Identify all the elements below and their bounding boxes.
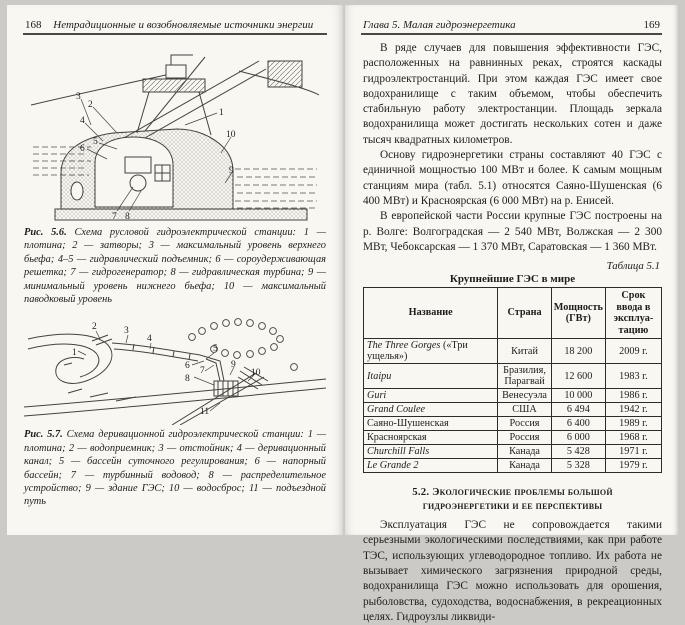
table-row: Churchill Falls Канада 5 428 1971 г. bbox=[364, 445, 662, 459]
figure-5-6-caption bbox=[24, 226, 326, 306]
fig56-callout-7: 7 bbox=[112, 212, 117, 222]
paragraph-ecology: Эксплуатация ГЭС не сопровождается такими серьезными экологическими последствиями, как при работе ТЭС, использующих углеводородное топливо. Их работа не вызывает химического загрязнения природной среды, водохранилища ГЭС можно использовать для орошения, рыболовства, судоходства, водоснабжения, в рекреационных целях. Гидроузлы ликвиди- bbox=[363, 519, 662, 623]
table-row: The Three Gorges («Три ущелья») Китай 18 200 2009 г. bbox=[364, 339, 662, 364]
fig57-callout-5: 5 bbox=[213, 344, 218, 355]
fig57-callout-7: 7 bbox=[200, 366, 205, 377]
table-row: Красноярская Россия 6 000 1968 г. bbox=[364, 431, 662, 445]
fig56-callout-8: 8 bbox=[125, 212, 130, 222]
fig57-callout-4: 4 bbox=[147, 334, 152, 345]
running-head-left bbox=[23, 19, 327, 35]
fig56-callout-4: 4 bbox=[80, 116, 85, 126]
section-5-2-heading bbox=[369, 486, 656, 513]
header-commissioning: Срок ввода в эксплуатацию bbox=[605, 288, 661, 339]
running-title-left: Нетрадиционные и возобновляемые источники энергии bbox=[53, 19, 314, 31]
fig56-callout-2: 2 bbox=[88, 100, 93, 110]
fig57-callout-3: 3 bbox=[124, 326, 129, 337]
fig57-callout-1: 1 bbox=[72, 348, 77, 359]
figure-5-7-caption bbox=[24, 428, 326, 508]
fig57-callout-11: 11 bbox=[200, 407, 210, 418]
table-row: Саяно-Шушенская Россия 6 400 1989 г. bbox=[364, 417, 662, 431]
right-page-text-column bbox=[363, 41, 662, 625]
fig57-callout-8: 8 bbox=[185, 374, 190, 385]
fig56-callout-9: 9 bbox=[229, 166, 234, 176]
fig56-callout-3: 3 bbox=[76, 92, 81, 102]
figure-5-6-title: Схема русловой гидроэлектрической станции: bbox=[74, 227, 296, 238]
fig57-callout-9: 9 bbox=[231, 360, 236, 371]
paragraph-cascades: В ряде случаев для повышения эффективности ГЭС, расположенных на равнинных реках, строятся каскады гидроэлектростанций. При этом каждая ГЭС имеет свое водохранилище с таким объемом, чтобы обеспечить стабильную работу электростанции. Площадь зеркала водохранилища может достигать нескольких сотен и даже тысяч квадратных километров. bbox=[363, 42, 662, 146]
page-number-right: 169 bbox=[643, 19, 660, 31]
fig57-callout-2: 2 bbox=[92, 322, 97, 333]
header-country: Страна bbox=[498, 288, 552, 339]
figure-5-6-label: Рис. 5.6. bbox=[24, 227, 67, 238]
page-number-left: 168 bbox=[25, 19, 42, 31]
page-left bbox=[7, 5, 343, 535]
table-header-row bbox=[364, 288, 662, 339]
paragraph-country-ges: Основу гидроэнергетики страны составляют 40 ГЭС с единичной мощностью 100 МВт и более. К самым мощным станциям мира (табл. 5.1) относятся Саяно-Шушенская (6 400 МВт) и Красноярская (6 000 МВт) на р. Енисей. bbox=[363, 149, 662, 207]
fig57-callout-10: 10 bbox=[251, 368, 261, 379]
fig56-callout-1: 1 bbox=[219, 108, 224, 118]
fig56-callout-5: 5 bbox=[93, 137, 98, 147]
fig56-callout-10: 10 bbox=[226, 130, 236, 140]
largest-hydro-plants-table bbox=[363, 287, 662, 473]
paragraph-volga-ges: В европейской части России крупные ГЭС построены на р. Волге: Волгоградская — 2 540 МВт, Волжская — 2 300 МВт, Чебоксарская — 1 370 МВт, Саратовская — 1 360 МВт. bbox=[363, 210, 662, 253]
header-name: Название bbox=[364, 288, 498, 339]
figure-5-6-legend: 1 — плотина; 2 — затворы; 3 — максимальный уровень верхнего бьефа; 4–5 — гидравлический подъемник; 6 — сороудерживающая решетка; 7 — гидрогенератор; 8 — гидравлическая турбина; 9 — минимальный уровень нижнего бьефа; 10 — максимальный паводковый уровень bbox=[24, 227, 326, 306]
table-row: Itaipu Бразилия, Парагвай 12 600 1983 г. bbox=[364, 364, 662, 389]
figure-5-7-legend: 1 — плотина; 2 — водоприемник; 3 — отстойник; 4 — деривационный канал; 5 — бассейн суточного регулирования; 6 — напорный бассейн; 7 — турбинный водовод; 8 — распределительное устройство; 9 — здание ГЭС; 10 — водосброс; 11 — подъездной путь bbox=[24, 429, 326, 508]
fig56-callout-6: 6 bbox=[80, 144, 85, 154]
table-title: Крупнейшие ГЭС в мире bbox=[449, 273, 576, 286]
running-head-right bbox=[361, 19, 662, 35]
table-reference: Таблица 5.1 bbox=[606, 260, 660, 273]
table-row: Le Grande 2 Канада 5 328 1979 г. bbox=[364, 459, 662, 473]
table-row: Grand Coulee США 6 494 1942 г. bbox=[364, 403, 662, 417]
running-title-right: Глава 5. Малая гидроэнергетика bbox=[363, 19, 516, 31]
header-power: Мощность (ГВт) bbox=[551, 288, 605, 339]
fig57-callout-6: 6 bbox=[185, 361, 190, 372]
figure-5-7-title: Схема деривационной гидроэлектрической станции: bbox=[66, 429, 304, 441]
section-number: 5.2. bbox=[412, 486, 430, 499]
section-title: Экологические проблемы большой гидроэнергетики и ее перспективы bbox=[422, 486, 613, 512]
page-right bbox=[345, 5, 678, 623]
table-row: Guri Венесуэла 10 000 1986 г. bbox=[364, 389, 662, 403]
figure-5-7-derivation-station-drawing bbox=[24, 315, 326, 425]
figure-5-6-run-of-river-station-drawing bbox=[25, 41, 325, 223]
figure-5-7-label: Рис. 5.7. bbox=[24, 429, 63, 441]
